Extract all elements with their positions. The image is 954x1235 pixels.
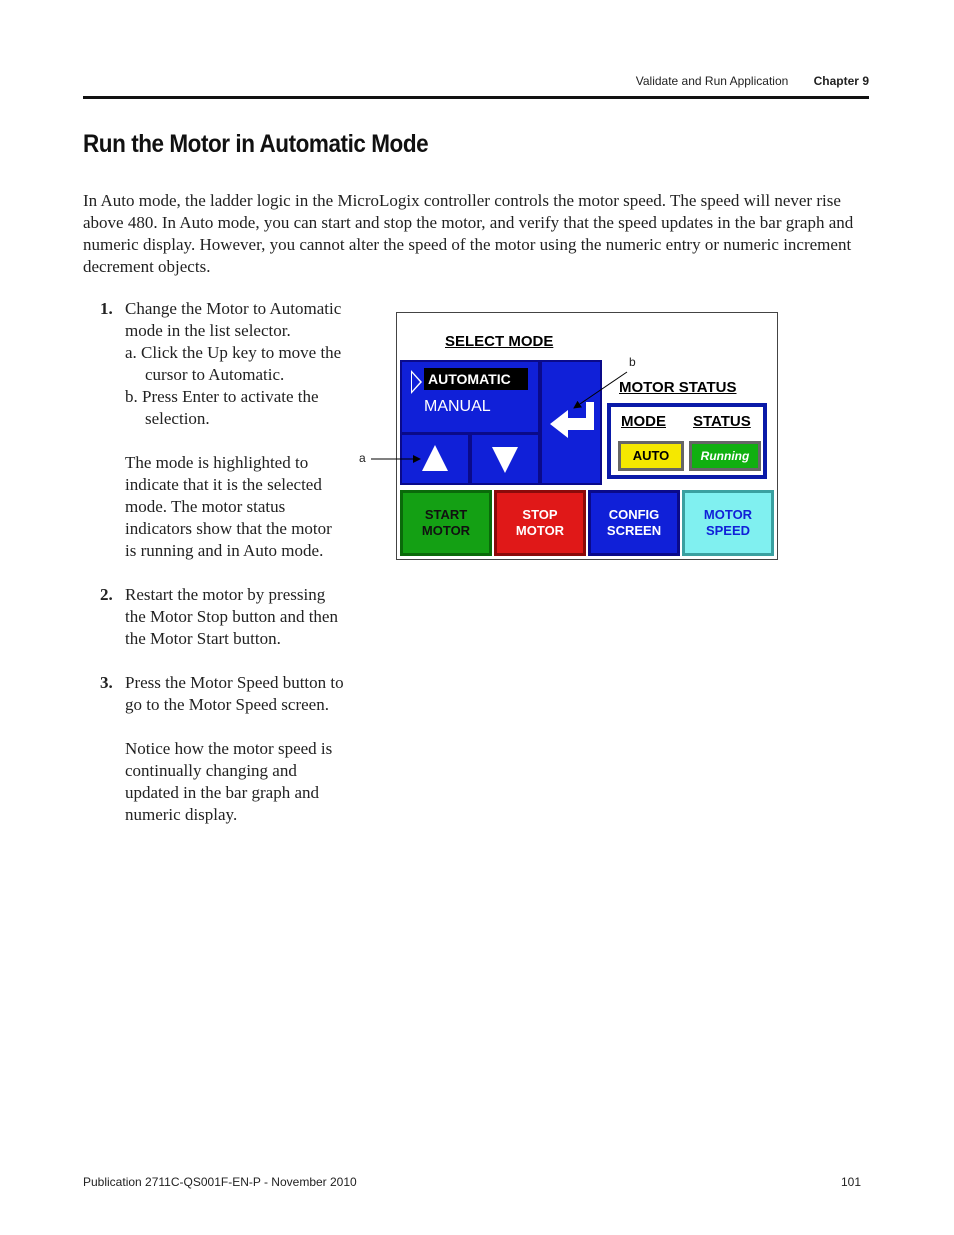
button-line: START <box>424 507 468 522</box>
substep-b: b. Press Enter to activate the selection. <box>125 387 319 428</box>
button-line: MOTOR <box>421 523 471 538</box>
status-label: STATUS <box>693 413 751 430</box>
substep-a: a. Click the Up key to move the cursor to Automatic. <box>125 343 342 384</box>
step-note: Notice how the motor speed is continually changing and updated in the bar graph and numeric display. <box>125 739 333 824</box>
status-indicator: Running <box>689 441 761 471</box>
button-line: MOTOR <box>515 523 565 538</box>
list-item-manual[interactable]: MANUAL <box>424 398 491 415</box>
header-section: Validate and Run Application <box>635 74 789 88</box>
page-title: Run the Motor in Automatic Mode <box>83 130 429 158</box>
callout-b: b <box>629 355 636 369</box>
step-text: Change the Motor to Automatic mode in the list selector. <box>125 299 342 340</box>
step-number: 1. <box>100 299 113 318</box>
page-number: 101 <box>840 1175 861 1189</box>
button-line: SPEED <box>705 523 751 538</box>
step-number: 2. <box>100 585 113 604</box>
step-number: 3. <box>100 673 113 692</box>
callout-a: a <box>359 451 366 465</box>
intro-paragraph: In Auto mode, the ladder logic in the MicroLogix controller controls the motor speed. The speed will never rise above 480. In Auto mode, you can start and stop the motor, and verify that the speed updates in the bar graph and numeric display. However, you cannot alter the speed of the motor using the numeric entry or numeric increment decrement objects. <box>83 191 854 276</box>
button-line: MOTOR <box>703 507 753 522</box>
step-text: Restart the motor by pressing the Motor Stop button and then the Motor Start button. <box>125 585 338 648</box>
list-item-automatic[interactable]: AUTOMATIC <box>424 368 528 390</box>
button-line: SCREEN <box>606 523 662 538</box>
mode-label: MODE <box>621 413 666 430</box>
motor-status-title: MOTOR STATUS <box>619 379 737 396</box>
mode-indicator: AUTO <box>618 441 684 471</box>
header-chapter: Chapter 9 <box>813 74 869 88</box>
footer-publication: Publication 2711C-QS001F-EN-P - November 2010 <box>83 1175 357 1189</box>
select-mode-title: SELECT MODE <box>445 333 554 350</box>
step-note: The mode is highlighted to indicate that it is the selected mode. The motor status indicators show that the motor is running and in Auto mode. <box>125 453 332 560</box>
button-line: CONFIG <box>608 507 660 522</box>
step-text: Press the Motor Speed button to go to the Motor Speed screen. <box>125 673 344 714</box>
button-line: STOP <box>522 507 558 522</box>
